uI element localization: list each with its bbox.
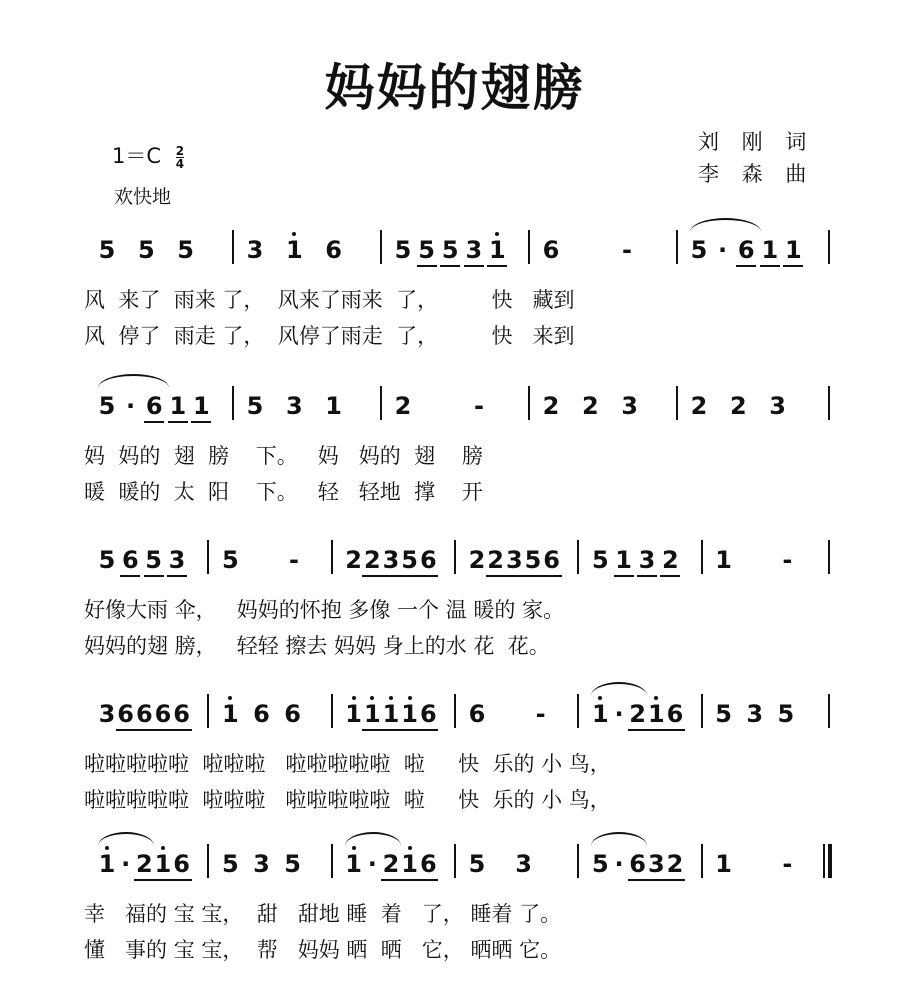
note: 6 [542, 236, 560, 264]
barline [676, 230, 678, 264]
note: 5 [98, 546, 116, 574]
barline [577, 844, 579, 878]
note: 6 [171, 850, 193, 878]
note: 6 [541, 546, 563, 574]
note: 3 [463, 236, 485, 264]
notes-row [0, 392, 909, 428]
barline [454, 694, 456, 728]
note: 1 [399, 700, 421, 728]
note: 1 [486, 236, 508, 264]
note: 2 [659, 546, 681, 574]
notes-row [0, 700, 909, 736]
barline [454, 540, 456, 574]
lyrics-verse-1: 啦啦啦啦啦 啦啦啦 啦啦啦啦啦 啦 快 乐的 小 鸟， [84, 752, 611, 776]
barline [577, 540, 579, 574]
note: 2 [345, 546, 362, 574]
note: 6 [325, 236, 342, 264]
note: 3 [636, 546, 658, 574]
barline [828, 386, 830, 420]
slur [591, 832, 647, 846]
note: 2 [664, 850, 686, 878]
barline [701, 694, 703, 728]
note: 2 [380, 850, 402, 878]
note: 5 [284, 850, 301, 878]
augmentation-dot: · [718, 236, 728, 264]
note: 6 [627, 850, 649, 878]
note: 5 [246, 392, 264, 420]
note: 6 [253, 700, 270, 728]
note: 5 [591, 850, 609, 878]
barline [577, 694, 579, 728]
augmentation-dot: · [126, 392, 136, 420]
lyrics-verse-2: 啦啦啦啦啦 啦啦啦 啦啦啦啦啦 啦 快 乐的 小 鸟， [84, 788, 611, 812]
barline [207, 540, 209, 574]
note: 1 [715, 850, 732, 878]
slur [98, 374, 169, 388]
note: 2 [394, 392, 412, 420]
augmentation-dot: · [121, 850, 131, 878]
note: 5 [468, 850, 486, 878]
note: 2 [690, 392, 708, 420]
note: 5 [522, 546, 544, 574]
note: 1 [343, 700, 365, 728]
lyrics-verse-2: 风 停了 雨走 了， 风停了雨走 了， 快 来到 [84, 324, 575, 348]
note: 2 [133, 850, 155, 878]
barline [828, 230, 830, 264]
barline [232, 230, 234, 264]
note: 1 [190, 392, 212, 420]
note: 3 [503, 546, 525, 574]
note: 1 [589, 700, 611, 728]
note: 3 [246, 236, 264, 264]
note: 3 [285, 392, 303, 420]
note: 5 [98, 392, 116, 420]
sustain-dash: - [474, 392, 484, 420]
note: 6 [664, 700, 686, 728]
sustain-dash: - [289, 546, 299, 574]
note: 5 [143, 546, 165, 574]
note: 1 [782, 236, 804, 264]
note: 1 [645, 700, 667, 728]
lyrics-verse-2: 暖 暖的 太 阳 下。 轻 轻地 撑 开 [84, 480, 483, 504]
barline [380, 230, 382, 264]
note: 1 [96, 850, 118, 878]
slur [591, 682, 647, 696]
composer-credit: 李 森 曲 [698, 162, 815, 186]
note: 5 [137, 236, 155, 264]
slur [345, 832, 401, 846]
sustain-dash: - [782, 546, 793, 574]
score-line [0, 850, 909, 970]
note: 3 [380, 546, 402, 574]
note: 2 [468, 546, 486, 574]
note: 2 [627, 700, 649, 728]
barline [701, 844, 703, 878]
note: 5 [177, 236, 194, 264]
augmentation-dot: · [367, 850, 377, 878]
notes-row [0, 546, 909, 582]
score-line [0, 392, 909, 512]
note: 1 [361, 700, 383, 728]
note: 3 [746, 700, 764, 728]
note: 1 [715, 546, 732, 574]
barline [331, 694, 333, 728]
barline [828, 540, 830, 574]
note: 5 [416, 236, 438, 264]
note: 1 [759, 236, 781, 264]
note: 5 [591, 546, 609, 574]
note: 6 [171, 700, 193, 728]
note: 5 [690, 236, 708, 264]
credits [698, 126, 814, 190]
note: 6 [417, 546, 439, 574]
score-line [0, 700, 909, 820]
augmentation-dot: · [614, 700, 624, 728]
lyrics-verse-2: 懂 事的 宝 宝， 帮 妈妈 晒 晒 它， 晒晒 它。 [84, 938, 562, 962]
note: 2 [581, 392, 599, 420]
barline [454, 844, 456, 878]
note: 6 [468, 700, 486, 728]
note: 1 [283, 236, 305, 264]
note: 1 [219, 700, 241, 728]
notes-row [0, 236, 909, 272]
note: 2 [485, 546, 507, 574]
note: 6 [735, 236, 757, 264]
lyrics-verse-2: 妈妈的翅 膀， 轻轻 擦去 妈妈 身上的水 花 花。 [84, 634, 550, 658]
note: 6 [115, 700, 137, 728]
key-label: 1＝C [112, 144, 162, 168]
note: 2 [729, 392, 747, 420]
barline [232, 386, 234, 420]
note: 3 [98, 700, 116, 728]
note: 1 [613, 546, 635, 574]
sustain-dash: - [535, 700, 546, 728]
final-barline [828, 844, 832, 878]
note: 3 [253, 850, 270, 878]
note: 1 [167, 392, 189, 420]
note: 3 [621, 392, 638, 420]
note: 3 [645, 850, 667, 878]
note: 6 [119, 546, 141, 574]
time-signature-bottom: 4 [175, 156, 185, 171]
lyrics-verse-1: 幸 福的 宝 宝， 甜 甜地 睡 着 了， 睡着 了。 [84, 902, 562, 926]
barline [380, 386, 382, 420]
note: 6 [143, 392, 165, 420]
barline [331, 844, 333, 878]
note: 1 [325, 392, 342, 420]
note: 5 [399, 546, 421, 574]
note: 5 [439, 236, 461, 264]
note: 2 [542, 392, 560, 420]
key-signature [112, 140, 184, 170]
note: 1 [152, 850, 174, 878]
note: 5 [221, 850, 239, 878]
score-line [0, 546, 909, 666]
augmentation-dot: · [614, 850, 624, 878]
note: 6 [417, 850, 439, 878]
lyricist-credit: 刘 刚 词 [698, 130, 815, 154]
note: 1 [343, 850, 365, 878]
note: 1 [380, 700, 402, 728]
note: 6 [152, 700, 174, 728]
notes-row [0, 850, 909, 886]
time-signature-top: 2 [175, 143, 185, 158]
note: 5 [98, 236, 116, 264]
sustain-dash: - [622, 236, 632, 264]
note: 6 [133, 700, 155, 728]
note: 5 [221, 546, 239, 574]
time-signature [176, 145, 184, 170]
song-title: 妈妈的翅膀 [324, 59, 585, 117]
tempo-marking: 欢快地 [114, 186, 172, 208]
lyrics-verse-1: 妈 妈的 翅 膀 下。 妈 妈的 翅 膀 [84, 444, 483, 468]
barline [528, 386, 530, 420]
barline [528, 230, 530, 264]
note: 5 [394, 236, 412, 264]
sustain-dash: - [782, 850, 793, 878]
lyrics-verse-1: 好像大雨 伞， 妈妈的怀抱 多像 一个 温 暖的 家。 [84, 598, 565, 622]
note: 3 [166, 546, 188, 574]
note: 3 [515, 850, 532, 878]
note: 3 [769, 392, 786, 420]
score-line [0, 236, 909, 356]
barline [207, 694, 209, 728]
note: 5 [777, 700, 795, 728]
lyrics-verse-1: 风 来了 雨来 了， 风来了雨来 了， 快 藏到 [84, 288, 575, 312]
slur [690, 218, 761, 232]
note: 6 [284, 700, 301, 728]
barline [701, 540, 703, 574]
slur [98, 832, 154, 846]
note: 1 [399, 850, 421, 878]
note: 5 [715, 700, 732, 728]
note: 2 [361, 546, 383, 574]
barline [828, 694, 830, 728]
barline [207, 844, 209, 878]
barline [331, 540, 333, 574]
barline [676, 386, 678, 420]
note: 6 [417, 700, 439, 728]
